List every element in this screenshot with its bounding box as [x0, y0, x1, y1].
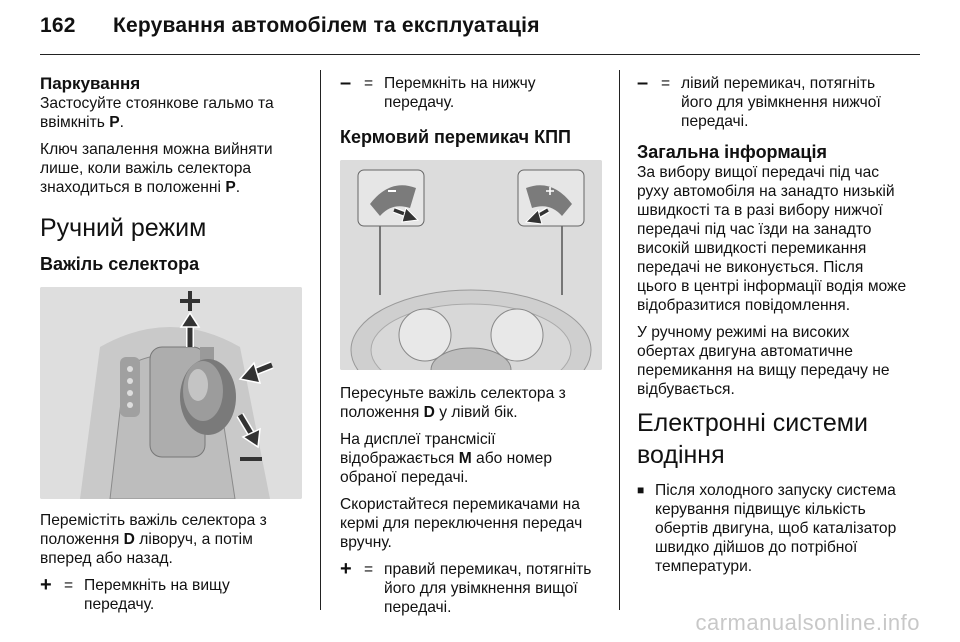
- electronic-systems-heading: Електронні системи водіння: [637, 409, 868, 469]
- steering-wheel-drawing: [340, 160, 602, 370]
- page-title: Керування автомобілем та експлуатація: [113, 14, 540, 37]
- header-rule: [40, 54, 920, 55]
- parking-paragraph-2: Ключ запалення можна вийняти лише, коли важіль селектора знаходиться в положенні P.: [40, 141, 273, 196]
- upshift-legend: + = Перемкніть на вищу передачу.: [40, 574, 230, 613]
- selector-lever-illustration: [40, 287, 302, 499]
- list-item: ■ Після холодного запуску система керування підвищує кількість обертів двигуна, щоб каталізатор швидко дійшов до потрібної температури.: [637, 482, 897, 575]
- watermark: carmanualsonline.info: [695, 610, 920, 635]
- page-header: [40, 14, 540, 38]
- lever-paragraph: Перемістіть важіль селектора з положення D ліворуч, а потім вперед або назад.: [40, 512, 267, 567]
- general-info-heading: Загальна інформація: [637, 142, 827, 162]
- column-divider-2: [619, 70, 620, 610]
- column-3: [637, 74, 907, 576]
- page-number: 162: [40, 14, 76, 37]
- general-paragraph-1: За вибору вищої передачі під час руху автомобіля на занадто низькій швидкості та в разі вибору нижчої передачі під час їзди на занадто високій швидкості перемикання передачі не виконується. Після цього в центрі інформації водія може відобразитися повідомлення.: [637, 164, 907, 314]
- general-paragraph-2: У ручному режимі на високих обертах двигуна автоматичне перемикання на вищу передачу не відбувається.: [637, 324, 890, 398]
- minus-icon: –: [637, 72, 649, 94]
- downshift-legend: – = Перемкніть на нижчу передачу.: [340, 72, 536, 111]
- selector-lever-heading: Важіль селектора: [40, 254, 200, 274]
- left-paddle-legend: – = лівий перемикач, потягніть його для увімкнення нижчої передачі.: [637, 72, 881, 130]
- minus-icon: –: [340, 72, 352, 94]
- column-1: [40, 74, 302, 622]
- plus-icon: +: [340, 558, 352, 580]
- column-divider-1: [320, 70, 321, 610]
- paddle-paragraph-3: Скористайтеся перемикачами на кермі для переключення передач вручну.: [340, 496, 583, 551]
- parking-paragraph-1: Застосуйте стоянкове гальмо та ввімкніть P.: [40, 95, 274, 131]
- plus-icon: +: [40, 574, 52, 596]
- manual-mode-heading: Ручний режим: [40, 214, 207, 242]
- gear-lever-drawing: [40, 287, 302, 499]
- right-paddle-legend: + = правий перемикач, потягніть його для увімкнення вищої передачі.: [340, 558, 592, 616]
- paddle-shifter-illustration: [340, 160, 602, 370]
- column-2: [340, 74, 602, 625]
- paddle-paragraph-2: На дисплеї трансмісії відображається M або номер обраної передачі.: [340, 431, 552, 486]
- paddle-paragraph-1: Пересуньте важіль селектора з положення D у лівий бік.: [340, 385, 566, 421]
- bullet-icon: ■: [637, 483, 645, 497]
- parking-heading: Паркування: [40, 74, 141, 93]
- paddle-shifter-heading: Кермовий перемикач КПП: [340, 127, 571, 147]
